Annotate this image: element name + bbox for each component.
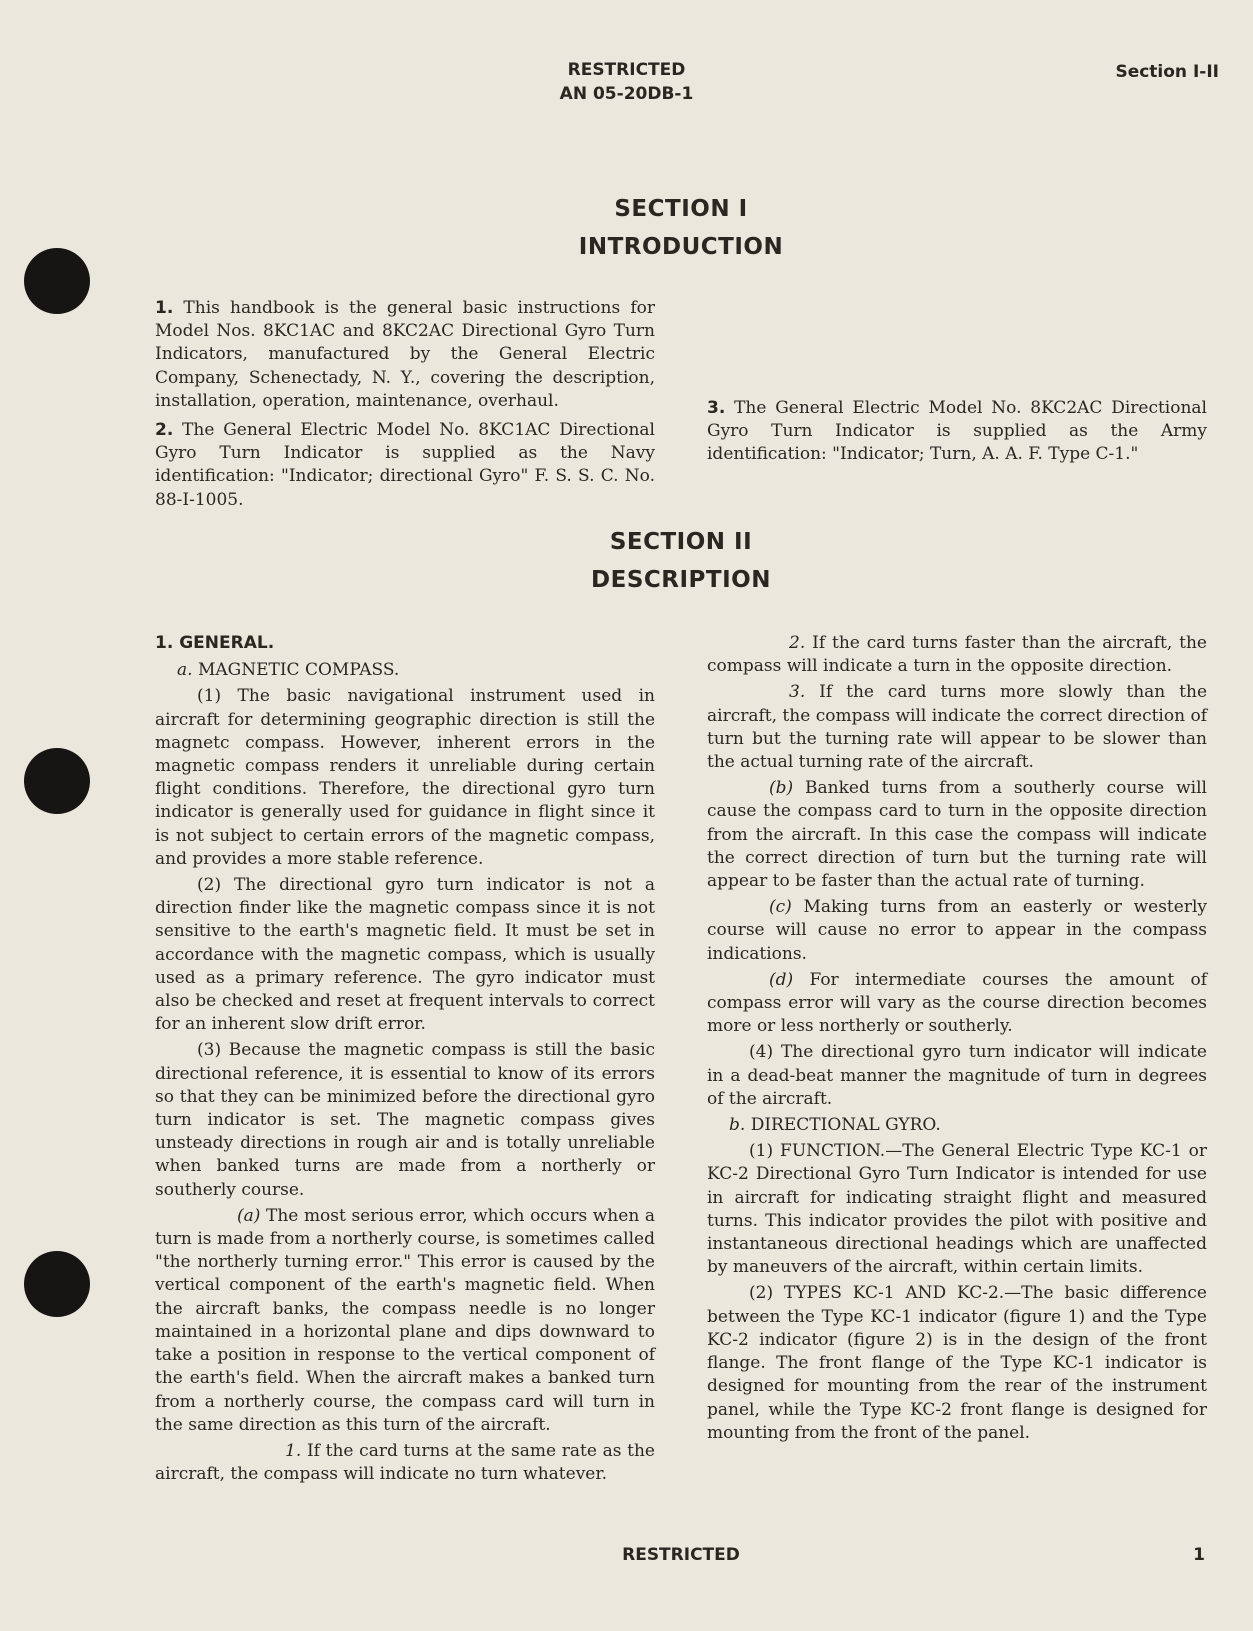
section1-left-column [155, 297, 655, 515]
footer-restricted: RESTRICTED [622, 1545, 740, 1565]
section2-left-column [155, 632, 655, 1489]
punch-hole-bottom [24, 1251, 90, 1317]
paragraph-b2: (2) TYPES KC-1 AND KC-2.—The basic difference between the Type KC-1 indicator (figure 1) and the Type KC-2 indicator (figure 2) is in the design of the front flange. The front flange of the Type KC-1 indicator is designed for mounting from the rear of the instrument panel, while the Type KC-2 front flange is designed for mounting from the front of the panel. [707, 1283, 1207, 1443]
header-doc-number: AN 05-20DB-1 [559, 84, 694, 104]
header-restricted: RESTRICTED [567, 60, 686, 80]
intro-paragraph-2: 2. The General Electric Model No. 8KC1AC Directional Gyro Turn Indicator is supplied as the Navy identification: "Indicator; directional Gyro" F. S. S. C. No. 88-I-1005. [155, 420, 655, 510]
paragraph-a3b: (b) Banked turns from a southerly course will cause the compass card to turn in the opposite direction from the aircraft. In this case the compass will indicate the correct direction of turn but the turning rate will appear to be faster than the actual rate of turning. [707, 778, 1207, 892]
section2-right-column [707, 632, 1207, 1448]
page-number: 1 [1193, 1545, 1205, 1565]
paragraph-a2: (2) The directional gyro turn indicator is not a direction finder like the magnetic compass since it is not sensitive to the earth's magnetic field. It must be set in accordance with the magnetic compass, which is usually used as a primary reference. The gyro indicator must also be checked and reset at frequent intervals to correct for an inherent slow drift error. [155, 875, 655, 1035]
paragraph-a3a: (a) The most serious error, which occurs when a turn is made from a northerly course, is sometimes called "the northerly turning error." This error is caused by the vertical component of the earth's magnetic field. When the aircraft banks, the compass needle is no longer maintained in a horizontal plane and dips downward to take a position in response to the vertical component of the earth's field. When the aircraft makes a banked turn from a northerly course, the compass card will turn in the same direction as this turn of the aircraft. [155, 1205, 655, 1435]
paragraph-a3a1: 1. If the card turns at the same rate as the aircraft, the compass will indicate no turn whatever. [155, 1440, 655, 1485]
section2-subtitle: DESCRIPTION [591, 567, 771, 593]
paragraph-a3c: (c) Making turns from an easterly or westerly course will cause no error to appear in the compass indications. [707, 897, 1207, 964]
paragraph-a3a2: 2. If the card turns faster than the aircraft, the compass will indicate a turn in the opposite direction. [707, 633, 1207, 677]
paragraph-b1: (1) FUNCTION.—The General Electric Type KC-1 or KC-2 Directional Gyro Turn Indicator is intended for use in aircraft for indicating straight flight and measured turns. This indicator provides the pilot with positive and instantaneous directional headings which are unaffected by maneuvers of the aircraft, within certain limits. [707, 1141, 1207, 1278]
intro-paragraph-1: 1. This handbook is the general basic instructions for Model Nos. 8KC1AC and 8KC2AC Directional Gyro Turn Indicators, manufactured by the General Electric Company, Schenectady, N. Y., covering the description, installation, operation, maintenance, overhaul. [155, 298, 655, 411]
section1-right-column [707, 297, 1207, 470]
section1-title: SECTION I [614, 196, 748, 222]
directional-gyro-heading: b. DIRECTIONAL GYRO. [729, 1115, 941, 1136]
header-section-ref: Section I-II [1115, 62, 1219, 82]
paragraph-a3a3: 3. If the card turns more slowly than the aircraft, the compass will indicate the correct direction of turn but the turning rate will appear to be slower than the actual turning rate of the aircraft. [707, 682, 1208, 773]
paragraph-a1: (1) The basic navigational instrument used in aircraft for determining geographic direction is still the magnetc compass. However, inherent errors in the magnetic compass renders it unreliable during certain flight conditions. Therefore, the directional gyro turn indicator is generally used for guidance in flight since it is not subject to certain errors of the magnetic compass, and provides a more stable reference. [155, 686, 655, 869]
punch-hole-middle [24, 748, 90, 814]
intro-paragraph-3: 3. The General Electric Model No. 8KC2AC Directional Gyro Turn Indicator is supplied as the Army identification: "Indicator; Turn, A. A. F. Type C-1." [707, 398, 1207, 465]
section1-subtitle: INTRODUCTION [578, 234, 784, 260]
section2-title: SECTION II [609, 529, 753, 555]
paragraph-a3d: (d) For intermediate courses the amount of compass error will vary as the course direction becomes more or less northerly or southerly. [707, 969, 1207, 1037]
magnetic-compass-heading: a. MAGNETIC COMPASS. [177, 660, 400, 681]
paragraph-a3: (3) Because the magnetic compass is still the basic directional reference, it is essential to know of its errors so that they can be minimized before the directional gyro turn indicator is set. The magnetic compass gives unsteady directions in rough air and is totally unreliable when banked turns are made from a northerly or southerly course. [155, 1040, 655, 1200]
paragraph-a4: (4) The directional gyro turn indicator will indicate in a dead-beat manner the magnitude of turn in degrees of the aircraft. [707, 1042, 1207, 1109]
general-heading: 1. GENERAL. [155, 633, 275, 653]
